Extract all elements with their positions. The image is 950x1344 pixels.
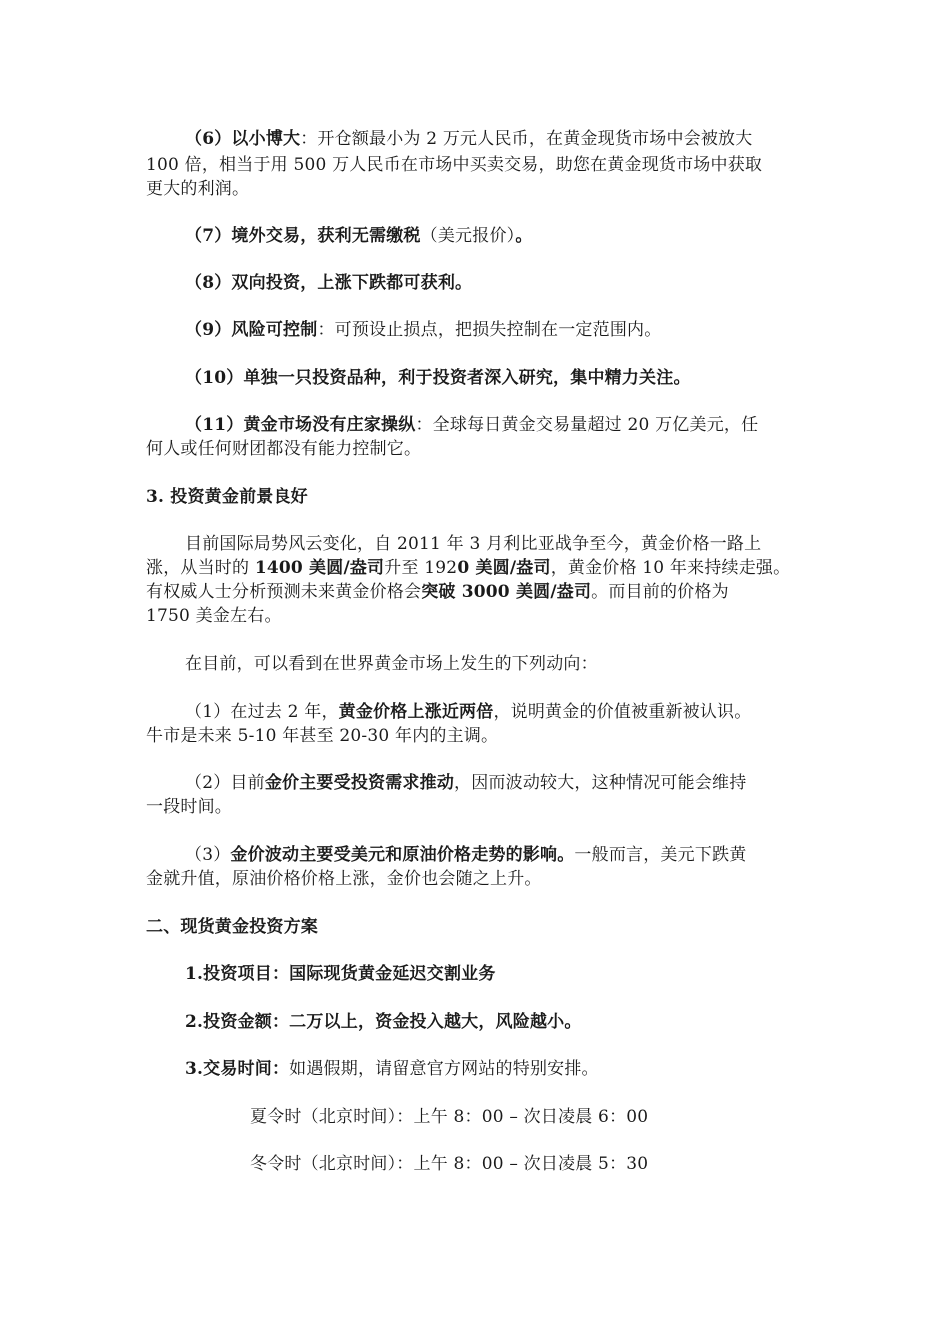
item-9-text: ：可预设止损点，把损失控制在一定范围内。 bbox=[317, 320, 662, 340]
winter-hours: 冬令时（北京时间）：上午 8：00 – 次日凌晨 5：30 bbox=[250, 1154, 649, 1174]
text-span: ，因而波动较大，这种情况可能会维持 bbox=[454, 773, 747, 793]
text-span: 一般而言，美元下跌黄 bbox=[574, 845, 747, 865]
item-6-text: ：开仓额最小为 2 万元人民币，在黄金现货市场中会被放大 bbox=[300, 129, 753, 149]
item-7-text: （美元报价） bbox=[420, 226, 516, 246]
trend-1-line-1 bbox=[185, 700, 751, 724]
text-span: 。而目前的价格为 bbox=[591, 582, 729, 602]
plan-item-1: 1.投资项目：国际现货黄金延迟交割业务 bbox=[185, 964, 496, 984]
plan-item-2: 2.投资金额：二万以上，资金投入越大，风险越小。 bbox=[185, 1012, 582, 1032]
item-6-line-3: 更大的利润。 bbox=[146, 179, 250, 199]
paragraph-1-line-2 bbox=[146, 556, 790, 580]
paragraph-1-line-3 bbox=[146, 580, 729, 604]
trend-1-line-2: 牛市是未来 5-10 年甚至 20-30 年内的主调。 bbox=[146, 726, 499, 746]
trend-3-highlight: 金价波动主要受美元和原油价格走势的影响。 bbox=[230, 845, 575, 865]
item-6-title: （6）以小博大 bbox=[185, 129, 301, 149]
item-11-line-2: 何人或任何财团都没有能力控制它。 bbox=[146, 439, 422, 459]
item-9-title: （9）风险可控制 bbox=[185, 320, 318, 340]
plan-item-3-title: 3.交易时间： bbox=[185, 1059, 290, 1079]
item-11-title: （11）黄金市场没有庄家操纵 bbox=[185, 415, 416, 435]
text-span: （2）目前 bbox=[185, 773, 265, 793]
item-8: （8）双向投资，上涨下跌都可获利。 bbox=[185, 273, 473, 293]
text-span: ，黄金价格 10 年来持续走强。 bbox=[550, 558, 791, 578]
text-span: 涨，从当时的 bbox=[146, 558, 255, 578]
item-6-line-1 bbox=[185, 127, 752, 151]
price-1920: 0 美圆/盎司 bbox=[457, 558, 551, 578]
trend-2-line-1 bbox=[185, 771, 746, 795]
item-7 bbox=[185, 224, 533, 248]
heading-3: 3. 投资黄金前景良好 bbox=[146, 487, 308, 507]
item-10: （10）单独一只投资品种，利于投资者深入研究，集中精力关注。 bbox=[185, 368, 691, 388]
trend-3-line-2: 金就升值，原油价格价格上涨，金价也会随之上升。 bbox=[146, 869, 542, 889]
text-span: ，说明黄金的价值被重新被认识。 bbox=[493, 702, 752, 722]
plan-item-3-text: 如遇假期，请留意官方网站的特别安排。 bbox=[289, 1059, 599, 1079]
section-2-heading: 二、现货黄金投资方案 bbox=[146, 917, 318, 937]
paragraph-2: 在目前，可以看到在世界黄金市场上发生的下列动向： bbox=[185, 654, 598, 674]
item-7-title: （7）境外交易，获利无需缴税 bbox=[185, 226, 421, 246]
paragraph-1-line-1: 目前国际局势风云变化，自 2011 年 3 月利比亚战争至今，黄金价格一路上 bbox=[185, 534, 762, 554]
item-7-end: 。 bbox=[515, 226, 533, 246]
price-3000: 突破 3000 美圆/盎司 bbox=[421, 582, 592, 602]
item-9 bbox=[185, 318, 661, 342]
text-span: 升至 192 bbox=[384, 558, 458, 578]
item-6-line-2: 100 倍，相当于用 500 万人民币在市场中买卖交易，助您在黄金现货市场中获取 bbox=[146, 155, 763, 175]
price-1400: 1400 美圆/盎司 bbox=[254, 558, 385, 578]
trend-2-line-2: 一段时间。 bbox=[146, 797, 232, 817]
item-11-text: ：全球每日黄金交易量超过 20 万亿美元，任 bbox=[415, 415, 759, 435]
text-span: 有权威人士分析预测未来黄金价格会 bbox=[146, 582, 422, 602]
text-span: （3） bbox=[185, 845, 231, 865]
summer-hours: 夏令时（北京时间）：上午 8：00 – 次日凌晨 6：00 bbox=[250, 1107, 649, 1127]
trend-3-line-1 bbox=[185, 843, 746, 867]
trend-2-highlight: 金价主要受投资需求推动 bbox=[264, 773, 455, 793]
paragraph-1-line-4: 1750 美金左右。 bbox=[146, 606, 282, 626]
item-11-line-1 bbox=[185, 413, 758, 437]
trend-1-highlight: 黄金价格上涨近两倍 bbox=[338, 702, 494, 722]
plan-item-3 bbox=[185, 1057, 599, 1081]
text-span: （1）在过去 2 年， bbox=[185, 702, 339, 722]
